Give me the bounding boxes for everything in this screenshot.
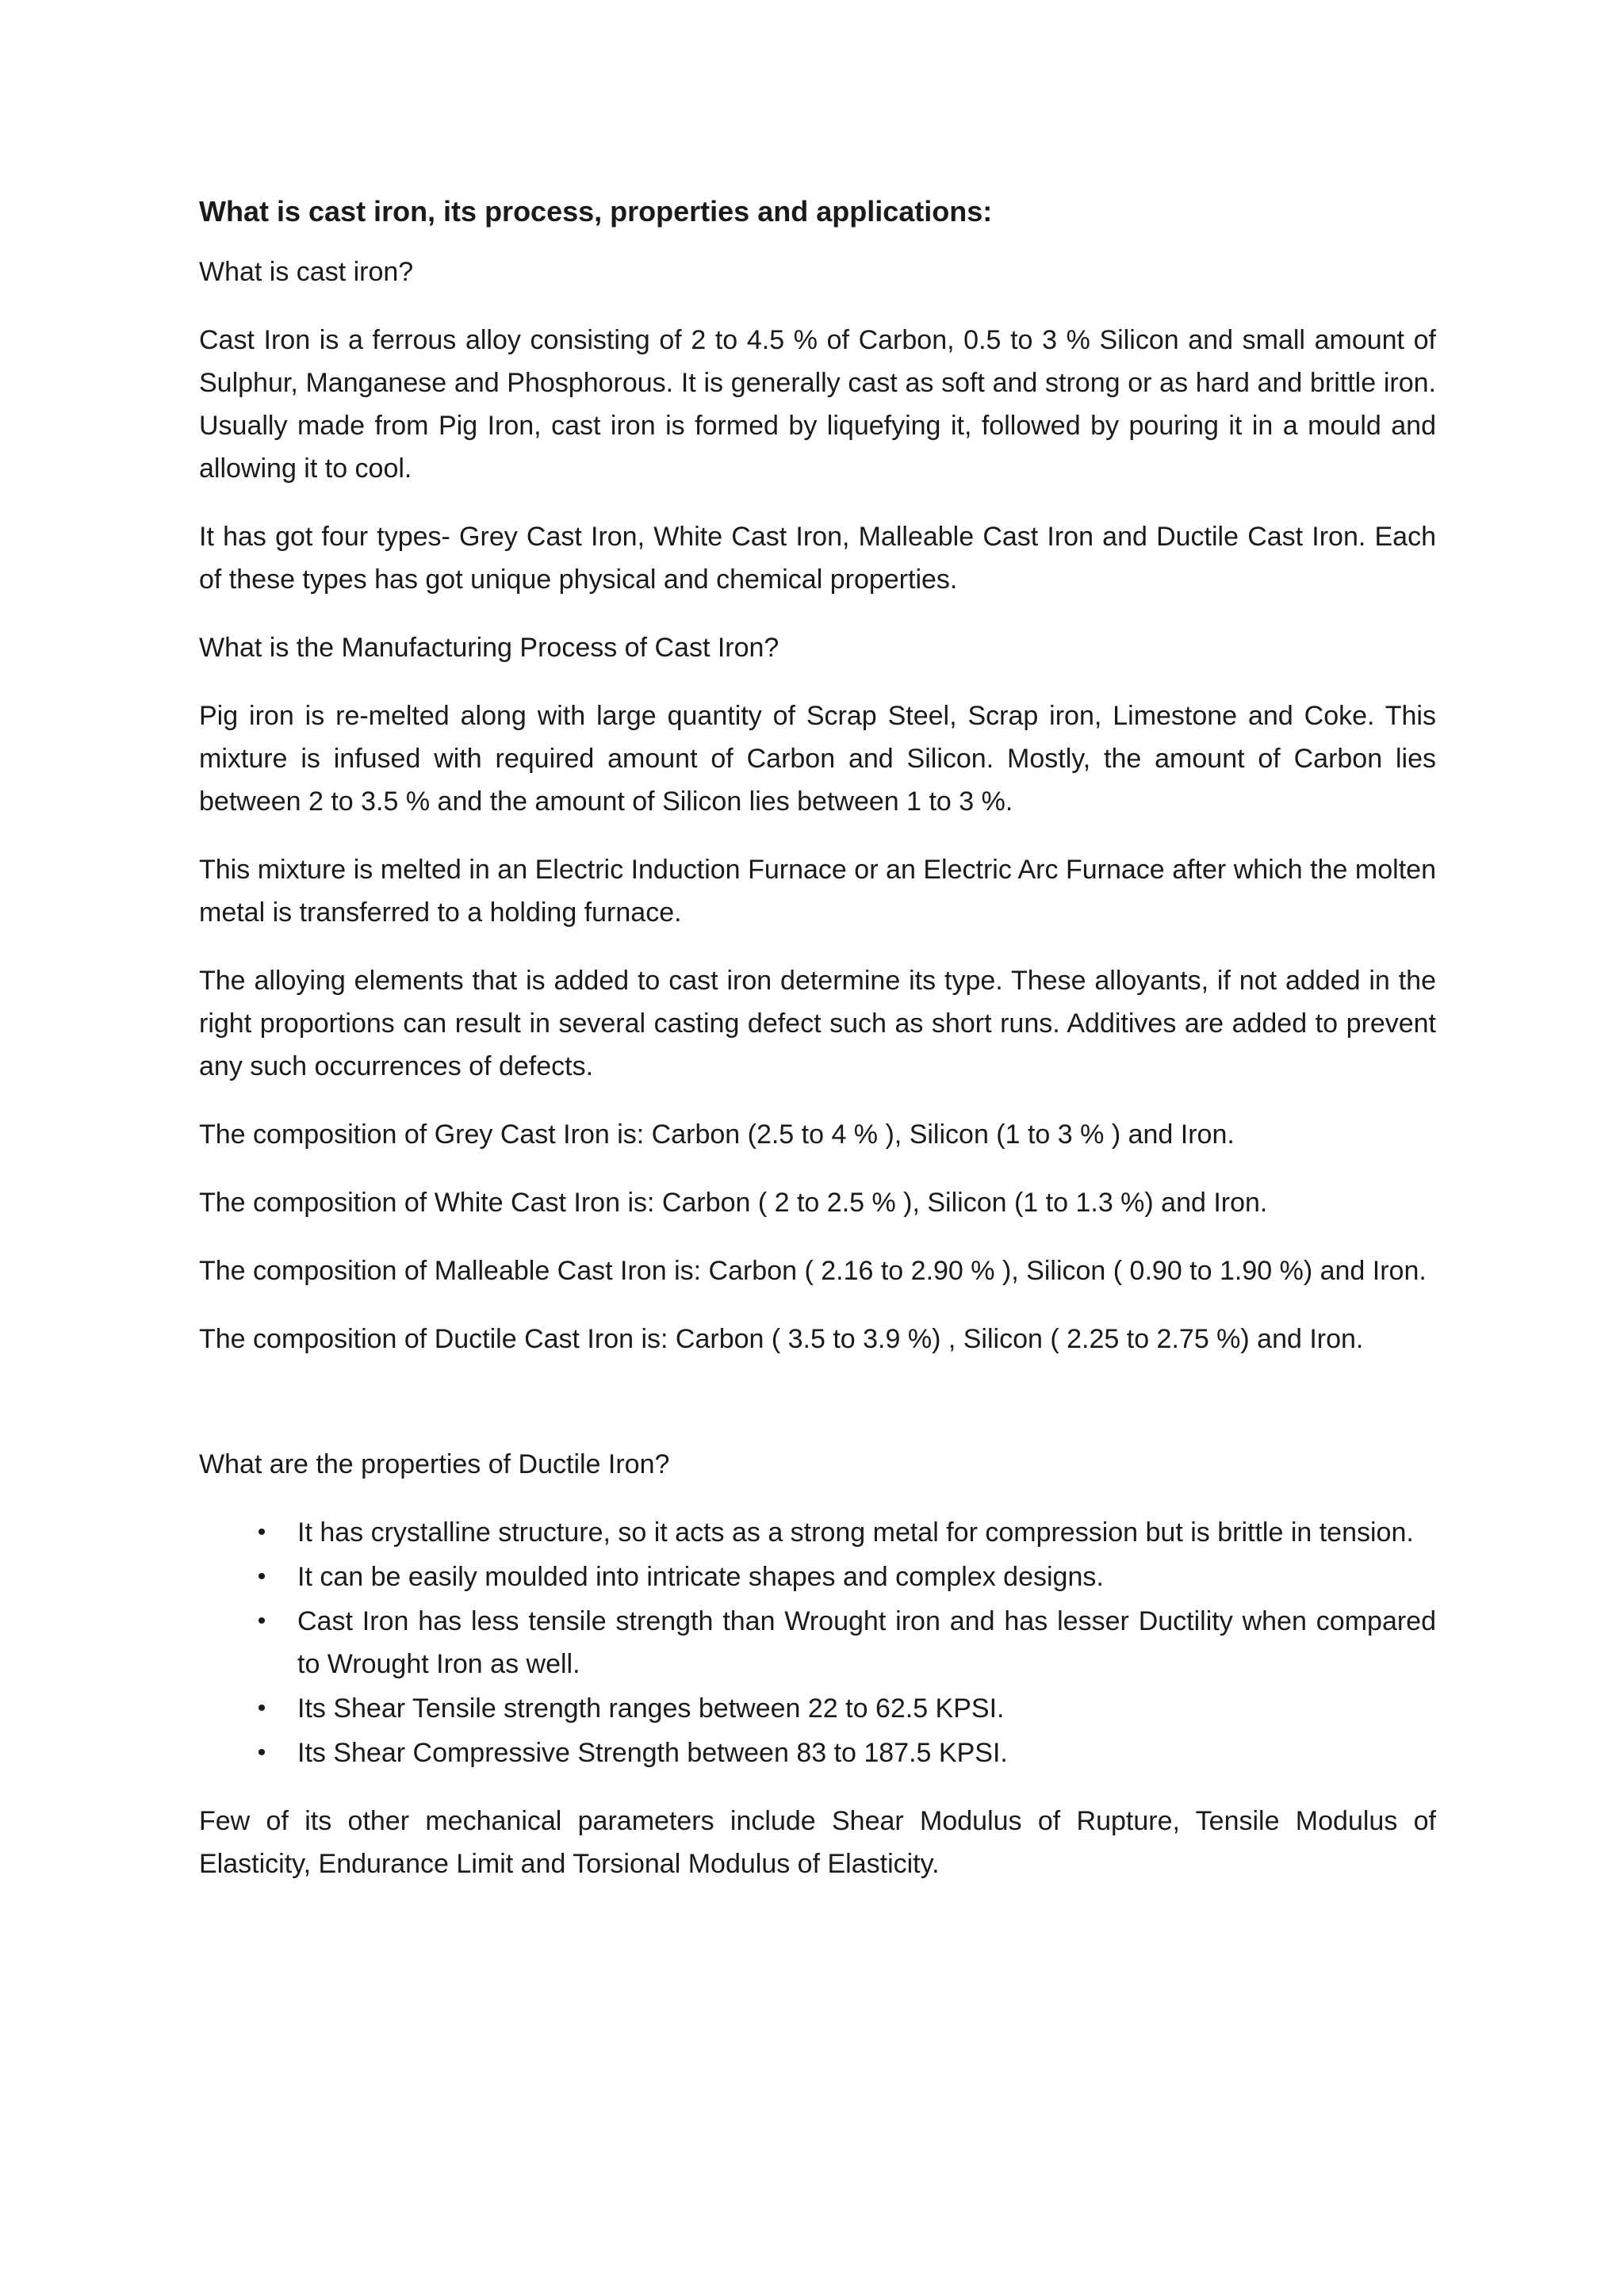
composition-grey: The composition of Grey Cast Iron is: Carbon (2.5 to 4 % ), Silicon (1 to 3 % ) and Iron.	[199, 1119, 1235, 1150]
document-body	[199, 190, 1436, 1911]
composition-white: The composition of White Cast Iron is: Carbon ( 2 to 2.5 % ), Silicon (1 to 1.3 %) and Iron.	[199, 1188, 1268, 1218]
composition-malleable: The composition of Malleable Cast Iron is: Carbon ( 2.16 to 2.90 % ), Silicon ( 0.90 to 1.90 %) and Iron.	[199, 1256, 1427, 1286]
paragraph-remelting: Pig iron is re-melted along with large quantity of Scrap Steel, Scrap iron, Limestone and Coke. This mixture is infused with required amount of Carbon and Silicon. Mostly, the amount of Carbon lies between 2 to 3.5 % and the amount of Silicon lies between 1 to 3 %.	[199, 701, 1436, 817]
paragraph-types: It has got four types- Grey Cast Iron, White Cast Iron, Malleable Cast Iron and Ductile Cast Iron. Each of these types has got unique physical and chemical properties.	[199, 522, 1436, 595]
question-properties: What are the properties of Ductile Iron?	[199, 1449, 670, 1479]
list-item	[199, 1556, 1436, 1598]
question-what-is-cast-iron: What is cast iron?	[199, 257, 414, 287]
bullet-icon: •	[257, 1519, 266, 1545]
list-item	[199, 1732, 1436, 1774]
properties-list	[199, 1511, 1436, 1774]
list-item-text: Cast Iron has less tensile strength than Wrought iron and has lesser Ductility when compared to Wrought Iron as well.	[297, 1606, 1436, 1679]
paragraph-furnace: This mixture is melted in an Electric Induction Furnace or an Electric Arc Furnace after which the molten metal is transferred to a holding furnace.	[199, 855, 1436, 928]
list-item	[199, 1600, 1436, 1686]
list-item-text: Its Shear Tensile strength ranges between 22 to 62.5 KPSI.	[297, 1693, 1005, 1724]
section-spacer	[199, 1386, 1436, 1443]
paragraph-definition: Cast Iron is a ferrous alloy consisting of 2 to 4.5 % of Carbon, 0.5 to 3 % Silicon and small amount of Sulphur, Manganese and Phosphorous. It is generally cast as soft and strong or as hard and brittle iron. Usually made from Pig Iron, cast iron is formed by liquefying it, followed by pouring it in a mould and allowing it to cool.	[199, 325, 1436, 484]
bullet-icon: •	[257, 1608, 266, 1634]
bullet-icon: •	[257, 1695, 266, 1721]
bullet-icon: •	[257, 1563, 266, 1590]
paragraph-mechanical-parameters: Few of its other mechanical parameters include Shear Modulus of Rupture, Tensile Modulus of Elasticity, Endurance Limit and Torsional Modulus of Elasticity.	[199, 1806, 1436, 1879]
list-item-text: It has crystalline structure, so it acts as a strong metal for compression but is brittle in tension.	[297, 1517, 1414, 1548]
document-title: What is cast iron, its process, properties and applications:	[199, 195, 993, 228]
list-item-text: It can be easily moulded into intricate shapes and complex designs.	[297, 1562, 1104, 1592]
list-item-text: Its Shear Compressive Strength between 83 to 187.5 KPSI.	[297, 1738, 1008, 1768]
list-item	[199, 1511, 1436, 1554]
list-item	[199, 1687, 1436, 1730]
question-manufacturing-process: What is the Manufacturing Process of Cast Iron?	[199, 633, 779, 663]
bullet-icon: •	[257, 1739, 266, 1766]
paragraph-alloying: The alloying elements that is added to cast iron determine its type. These alloyants, if not added in the right proportions can result in several casting defect such as short runs. Additives are added to prevent any such occurrences of defects.	[199, 966, 1436, 1081]
composition-ductile: The composition of Ductile Cast Iron is: Carbon ( 3.5 to 3.9 %) , Silicon ( 2.25 to 2.75 %) and Iron.	[199, 1324, 1364, 1354]
